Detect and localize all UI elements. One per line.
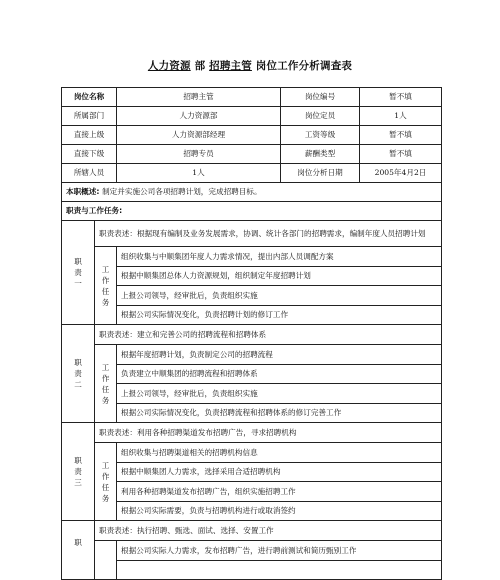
duty-3-description: 职责表述：利用各种招聘渠道发布招聘广告，寻求招聘机构 bbox=[95, 423, 442, 443]
duty-2-task-row bbox=[62, 384, 442, 404]
duty-2-task-row bbox=[62, 345, 442, 365]
duty-1-task-1: 组织收集与中顺集团年度人力需求情况，提出内部人员调配方案 bbox=[117, 247, 442, 267]
duty-3-desc-row bbox=[62, 423, 442, 443]
duty-2-task-3: 上报公司领导，经审批后，负责组织实施 bbox=[117, 384, 442, 404]
duty-2-task-label: 工作 任务 bbox=[95, 345, 117, 423]
duty-3-task-label: 工作 任务 bbox=[95, 443, 117, 521]
title-department-suffix: 部 bbox=[194, 60, 206, 72]
duty-4-desc-row bbox=[62, 521, 442, 541]
duty-1-task-row bbox=[62, 305, 442, 325]
label-department: 所属部门 bbox=[62, 107, 117, 126]
duties-header: 职责与工作任务: bbox=[62, 202, 442, 221]
title-position: 招聘主管 bbox=[209, 60, 252, 72]
label-analysis-date: 岗位分析日期 bbox=[281, 164, 360, 183]
duties-header-row bbox=[62, 202, 442, 221]
duty-4-task-row bbox=[62, 560, 442, 580]
value-pay-type: 暂不填 bbox=[360, 145, 442, 164]
summary-label: 本职概述: bbox=[66, 187, 100, 197]
value-staff: 1人 bbox=[117, 164, 281, 183]
duty-2-task-row bbox=[62, 403, 442, 423]
duty-1-task-row bbox=[62, 247, 442, 267]
value-analysis-date: 2005年4月2日 bbox=[360, 164, 442, 183]
document-title bbox=[0, 58, 500, 73]
duty-2-task-1: 根据年度招聘计划，负责制定公司的招聘流程 bbox=[117, 345, 442, 365]
info-row-supervisor bbox=[62, 126, 442, 145]
duty-3-label: 职 责 三 bbox=[62, 423, 95, 521]
duty-3-task-row bbox=[62, 443, 442, 463]
label-position-code: 岗位编号 bbox=[281, 88, 360, 107]
duty-2-task-4: 根据公司实际情况变化，负责招聘流程和招聘体系的修订完善工作 bbox=[117, 403, 442, 423]
title-main: 岗位工作分析调查表 bbox=[255, 60, 353, 72]
value-department: 人力资源部 bbox=[117, 107, 281, 126]
duty-4-task-1: 根据公司实际人力需求，发布招聘广告，进行聘前测试和简历甄别工作 bbox=[117, 541, 442, 561]
duty-3-task-4: 根据公司实际需要，负责与招聘机构进行或取消签约 bbox=[117, 501, 442, 521]
info-row-staff bbox=[62, 164, 442, 183]
value-position-name: 招聘主管 bbox=[117, 88, 281, 107]
duty-3-task-row bbox=[62, 501, 442, 521]
duty-4-label: 职 bbox=[62, 521, 95, 580]
info-row-department bbox=[62, 107, 442, 126]
label-pay-type: 薪酬类型 bbox=[281, 145, 360, 164]
info-row-position-name bbox=[62, 88, 442, 107]
summary-row bbox=[62, 183, 442, 202]
duty-1-label: 职 责 一 bbox=[62, 221, 95, 325]
title-department: 人力资源 bbox=[147, 60, 191, 72]
label-headcount: 岗位定员 bbox=[281, 107, 360, 126]
duty-2-label: 职 责 二 bbox=[62, 325, 95, 423]
duty-1-task-4: 根据公司实际情况变化，负责招聘计划的修订工作 bbox=[117, 305, 442, 325]
label-subordinate: 直接下级 bbox=[62, 145, 117, 164]
duty-1-task-3: 上报公司领导，经审批后，负责组织实施 bbox=[117, 286, 442, 306]
duty-2-task-row bbox=[62, 364, 442, 384]
duty-3-task-row bbox=[62, 462, 442, 482]
duty-3-task-row bbox=[62, 482, 442, 502]
value-salary-grade: 暂不填 bbox=[360, 126, 442, 145]
label-staff: 所辖人员 bbox=[62, 164, 117, 183]
summary-text: 制定并实施公司各项招聘计划，完成招聘目标。 bbox=[102, 187, 262, 197]
duty-1-task-2: 根据中顺集团总体人力资源规划，组织制定年度招聘计划 bbox=[117, 266, 442, 286]
duty-3-task-1: 组织收集与招聘渠道相关的招聘机构信息 bbox=[117, 443, 442, 463]
value-supervisor: 人力资源部经理 bbox=[117, 126, 281, 145]
duty-1-task-row bbox=[62, 266, 442, 286]
duty-2-description: 职责表述：建立和完善公司的招聘流程和招聘体系 bbox=[95, 325, 442, 345]
label-supervisor: 直接上级 bbox=[62, 126, 117, 145]
duty-1-desc-row bbox=[62, 221, 442, 247]
info-row-subordinate bbox=[62, 145, 442, 164]
duty-2-task-2: 负责建立中顺集团的招聘流程和招聘体系 bbox=[117, 364, 442, 384]
duty-1-description: 职责表述：根据现有编制及业务发展需求，协调、统计各部门的招聘需求，编制年度人员招聘计划 bbox=[95, 221, 442, 247]
value-position-code: 暂不填 bbox=[360, 88, 442, 107]
duty-1-task-row bbox=[62, 286, 442, 306]
value-headcount: 1人 bbox=[360, 107, 442, 126]
job-analysis-table bbox=[61, 87, 442, 580]
duty-1-task-label: 工作 任务 bbox=[95, 247, 117, 325]
value-subordinate: 招聘专员 bbox=[117, 145, 281, 164]
label-position-name: 岗位名称 bbox=[62, 88, 117, 107]
duty-3-task-2: 根据中顺集团人力需求，选择采用合适招聘机构 bbox=[117, 462, 442, 482]
duty-4-task-label bbox=[95, 541, 117, 580]
duty-3-task-3: 利用各种招聘渠道发布招聘广告，组织实施招聘工作 bbox=[117, 482, 442, 502]
duty-4-task-2 bbox=[117, 560, 442, 580]
duty-4-description: 职责表述：执行招聘、甄选、面试、选择、安置工作 bbox=[95, 521, 442, 541]
duty-2-desc-row bbox=[62, 325, 442, 345]
summary-cell bbox=[62, 183, 442, 202]
label-salary-grade: 工资等级 bbox=[281, 126, 360, 145]
duty-4-task-row bbox=[62, 541, 442, 561]
